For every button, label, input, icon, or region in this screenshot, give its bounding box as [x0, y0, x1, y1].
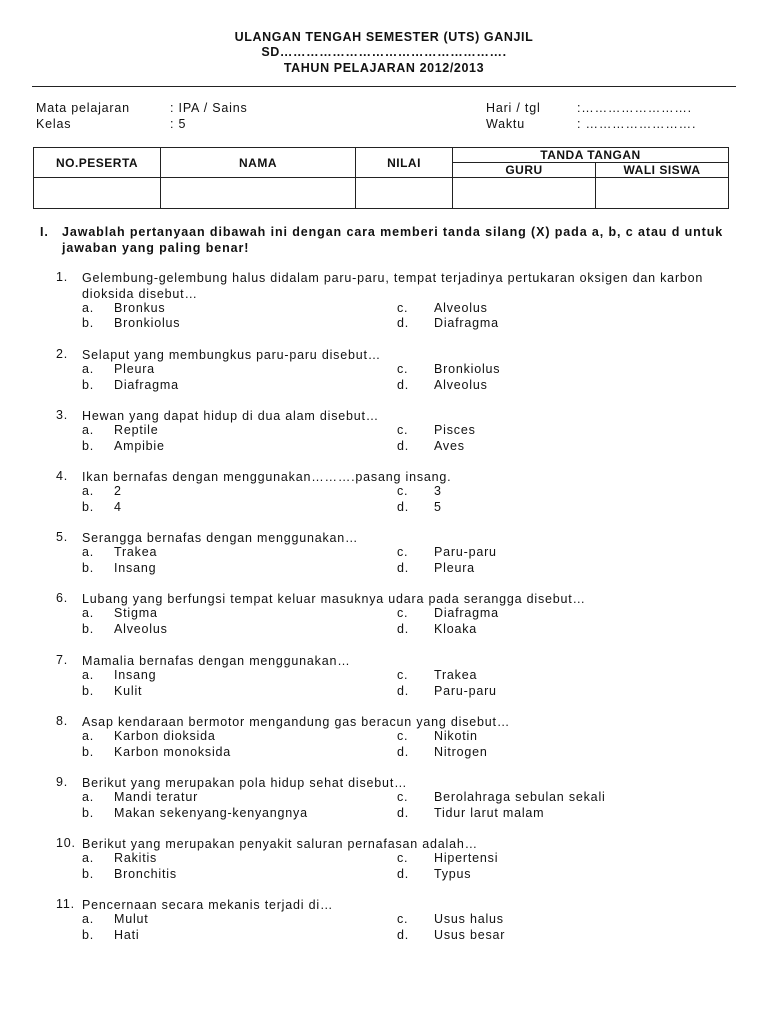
option-a-text[interactable]: Trakea — [114, 545, 158, 560]
option-d-text[interactable]: Nitrogen — [434, 744, 488, 759]
option-b-text[interactable]: Kulit — [114, 683, 143, 698]
option-d-text[interactable]: Paru-paru — [434, 683, 497, 698]
option-a-text[interactable]: Insang — [114, 668, 157, 683]
option-b-letter[interactable]: b. — [82, 438, 95, 453]
question-text: Berikut yang merupakan pola hidup sehat disebut… — [82, 776, 408, 790]
option-c-text[interactable]: Usus halus — [434, 912, 504, 927]
school-name: SD……………………………………………. — [261, 45, 507, 59]
option-b-text[interactable]: Alveolus — [114, 621, 168, 636]
option-a-letter[interactable]: a. — [82, 729, 95, 744]
option-d-letter[interactable]: d. — [397, 499, 410, 514]
option-b-letter[interactable]: b. — [82, 744, 95, 759]
day-label: Hari / tgl — [486, 101, 541, 115]
option-c-letter[interactable]: c. — [397, 668, 409, 683]
option-b-letter[interactable]: b. — [82, 866, 95, 881]
option-a-letter[interactable]: a. — [82, 790, 95, 805]
option-a-letter[interactable]: a. — [82, 668, 95, 683]
option-d-letter[interactable]: d. — [397, 744, 410, 759]
option-c-text[interactable]: Bronkiolus — [434, 362, 501, 377]
option-b-text[interactable]: Makan sekenyang-kenyangnya — [114, 805, 308, 820]
subject-label: Mata pelajaran — [36, 101, 130, 115]
time-value: : ……………………. — [577, 117, 697, 131]
option-b-text[interactable]: Insang — [114, 560, 157, 575]
option-c-text[interactable]: 3 — [434, 484, 442, 499]
option-c-letter[interactable]: c. — [397, 484, 409, 499]
nama-field[interactable] — [161, 178, 356, 209]
option-c-text[interactable]: Berolahraga sebulan sekali — [434, 790, 606, 805]
question-text: Ikan bernafas dengan menggunakan……….pasang insang. — [82, 470, 452, 484]
question-number: 2. — [56, 347, 69, 361]
option-b-letter[interactable]: b. — [82, 621, 95, 636]
option-b-text[interactable]: Karbon monoksida — [114, 744, 232, 759]
option-c-letter[interactable]: c. — [397, 729, 409, 744]
option-d-letter[interactable]: d. — [397, 927, 410, 942]
question-number: 10. — [56, 836, 76, 850]
question-number: 9. — [56, 775, 69, 789]
option-c-letter[interactable]: c. — [397, 790, 409, 805]
option-c-text[interactable]: Pisces — [434, 423, 476, 438]
option-d-letter[interactable]: d. — [397, 438, 410, 453]
option-a-letter[interactable]: a. — [82, 912, 95, 927]
option-d-text[interactable]: Usus besar — [434, 927, 506, 942]
no-peserta-field[interactable] — [34, 178, 161, 209]
exam-title: ULANGAN TENGAH SEMESTER (UTS) GANJIL — [234, 30, 534, 44]
question-number: 8. — [56, 714, 69, 728]
question-text: Hewan yang dapat hidup di dua alam disebut… — [82, 409, 380, 423]
option-c-text[interactable]: Diafragma — [434, 606, 499, 621]
question-text: Lubang yang berfungsi tempat keluar masuknya udara pada serangga disebut… — [82, 592, 586, 606]
option-c-letter[interactable]: c. — [397, 851, 409, 866]
question-text: Selaput yang membungkus paru-paru disebut… — [82, 348, 382, 362]
subject-value: : IPA / Sains — [170, 101, 248, 115]
option-b-letter[interactable]: b. — [82, 315, 95, 330]
option-c-text[interactable]: Hipertensi — [434, 851, 499, 866]
option-d-letter[interactable]: d. — [397, 805, 410, 820]
option-b-text[interactable]: Diafragma — [114, 377, 179, 392]
option-b-letter[interactable]: b. — [82, 499, 95, 514]
option-a-letter[interactable]: a. — [82, 300, 95, 315]
header-divider — [32, 86, 736, 87]
option-b-letter[interactable]: b. — [82, 377, 95, 392]
option-c-letter[interactable]: c. — [397, 362, 409, 377]
option-c-letter[interactable]: c. — [397, 300, 409, 315]
option-b-text[interactable]: Bronchitis — [114, 866, 177, 881]
guru-signature-field[interactable] — [453, 178, 596, 209]
question-number: 11. — [56, 897, 75, 911]
option-d-letter[interactable]: d. — [397, 560, 410, 575]
option-a-text[interactable]: Reptile — [114, 423, 159, 438]
time-label: Waktu — [486, 117, 525, 131]
option-d-text[interactable]: 5 — [434, 499, 442, 514]
col-wali-siswa: WALI SISWA — [596, 163, 729, 178]
question-text: Asap kendaraan bermotor mengandung gas beracun yang disebut… — [82, 715, 511, 729]
option-d-text[interactable]: Aves — [434, 438, 465, 453]
option-b-letter[interactable]: b. — [82, 805, 95, 820]
option-d-text[interactable]: Alveolus — [434, 377, 488, 392]
option-a-letter[interactable]: a. — [82, 606, 95, 621]
option-c-letter[interactable]: c. — [397, 606, 409, 621]
wali-signature-field[interactable] — [596, 178, 729, 209]
identity-table — [33, 147, 729, 209]
option-d-text[interactable]: Kloaka — [434, 621, 478, 636]
option-c-text[interactable]: Trakea — [434, 668, 478, 683]
option-a-letter[interactable]: a. — [82, 484, 95, 499]
option-b-letter[interactable]: b. — [82, 927, 95, 942]
option-a-text[interactable]: Mandi teratur — [114, 790, 199, 805]
academic-year: TAHUN PELAJARAN 2012/2013 — [283, 61, 485, 75]
option-a-text[interactable]: Mulut — [114, 912, 149, 927]
day-value: :……………………. — [577, 101, 692, 115]
class-label: Kelas — [36, 117, 72, 131]
option-a-text[interactable]: Pleura — [114, 362, 155, 377]
question-number: 4. — [56, 469, 69, 483]
option-a-text[interactable]: Rakitis — [114, 851, 158, 866]
option-a-letter[interactable]: a. — [82, 362, 95, 377]
option-a-letter[interactable]: a. — [82, 545, 95, 560]
option-c-text[interactable]: Alveolus — [434, 300, 488, 315]
option-d-letter[interactable]: d. — [397, 315, 410, 330]
question-text: Serangga bernafas dengan menggunakan… — [82, 531, 359, 545]
option-d-text[interactable]: Tidur larut malam — [434, 805, 545, 820]
question-number: 1. — [56, 270, 69, 284]
option-d-letter[interactable]: d. — [397, 683, 410, 698]
col-tanda-tangan: TANDA TANGAN — [453, 148, 729, 163]
question-number: 7. — [56, 653, 69, 667]
option-b-text[interactable]: Bronkiolus — [114, 315, 181, 330]
instruction-text: Jawablah pertanyaan dibawah ini dengan cara memberi tanda silang (X) pada a, b, c atau d untuk jawaban yang paling benar! — [62, 225, 724, 255]
option-b-letter[interactable]: b. — [82, 560, 95, 575]
col-guru: GURU — [453, 163, 596, 178]
option-b-text[interactable]: Hati — [114, 927, 140, 942]
question-number: 5. — [56, 530, 69, 544]
option-d-text[interactable]: Typus — [434, 866, 472, 881]
option-b-letter[interactable]: b. — [82, 683, 95, 698]
col-nama: NAMA — [161, 148, 356, 178]
question-number: 6. — [56, 591, 69, 605]
option-a-text[interactable]: Stigma — [114, 606, 158, 621]
question-text: Pencernaan secara mekanis terjadi di… — [82, 898, 334, 912]
option-a-text[interactable]: Karbon dioksida — [114, 729, 216, 744]
option-a-letter[interactable]: a. — [82, 423, 95, 438]
option-b-text[interactable]: 4 — [114, 499, 122, 514]
instruction-number: I. — [40, 225, 49, 239]
class-value: : 5 — [170, 117, 187, 131]
option-c-text[interactable]: Paru-paru — [434, 545, 497, 560]
option-d-text[interactable]: Pleura — [434, 560, 475, 575]
option-b-text[interactable]: Ampibie — [114, 438, 165, 453]
option-a-text[interactable]: 2 — [114, 484, 122, 499]
option-d-letter[interactable]: d. — [397, 866, 410, 881]
option-a-text[interactable]: Bronkus — [114, 300, 166, 315]
option-c-text[interactable]: Nikotin — [434, 729, 478, 744]
question-text: Mamalia bernafas dengan menggunakan… — [82, 654, 351, 668]
nilai-field[interactable] — [356, 178, 453, 209]
option-d-letter[interactable]: d. — [397, 377, 410, 392]
col-nilai: NILAI — [356, 148, 453, 178]
option-c-letter[interactable]: c. — [397, 912, 409, 927]
option-c-letter[interactable]: c. — [397, 423, 409, 438]
option-d-letter[interactable]: d. — [397, 621, 410, 636]
option-c-letter[interactable]: c. — [397, 545, 409, 560]
question-number: 3. — [56, 408, 69, 422]
option-d-text[interactable]: Diafragma — [434, 315, 499, 330]
question-text: Gelembung-gelembung halus didalam paru-paru, tempat terjadinya pertukaran oksigen dan karbon dioksida disebut… — [82, 271, 704, 301]
option-a-letter[interactable]: a. — [82, 851, 95, 866]
col-no-peserta: NO.PESERTA — [34, 148, 161, 178]
question-text: Berikut yang merupakan penyakit saluran pernafasan adalah… — [82, 837, 478, 851]
